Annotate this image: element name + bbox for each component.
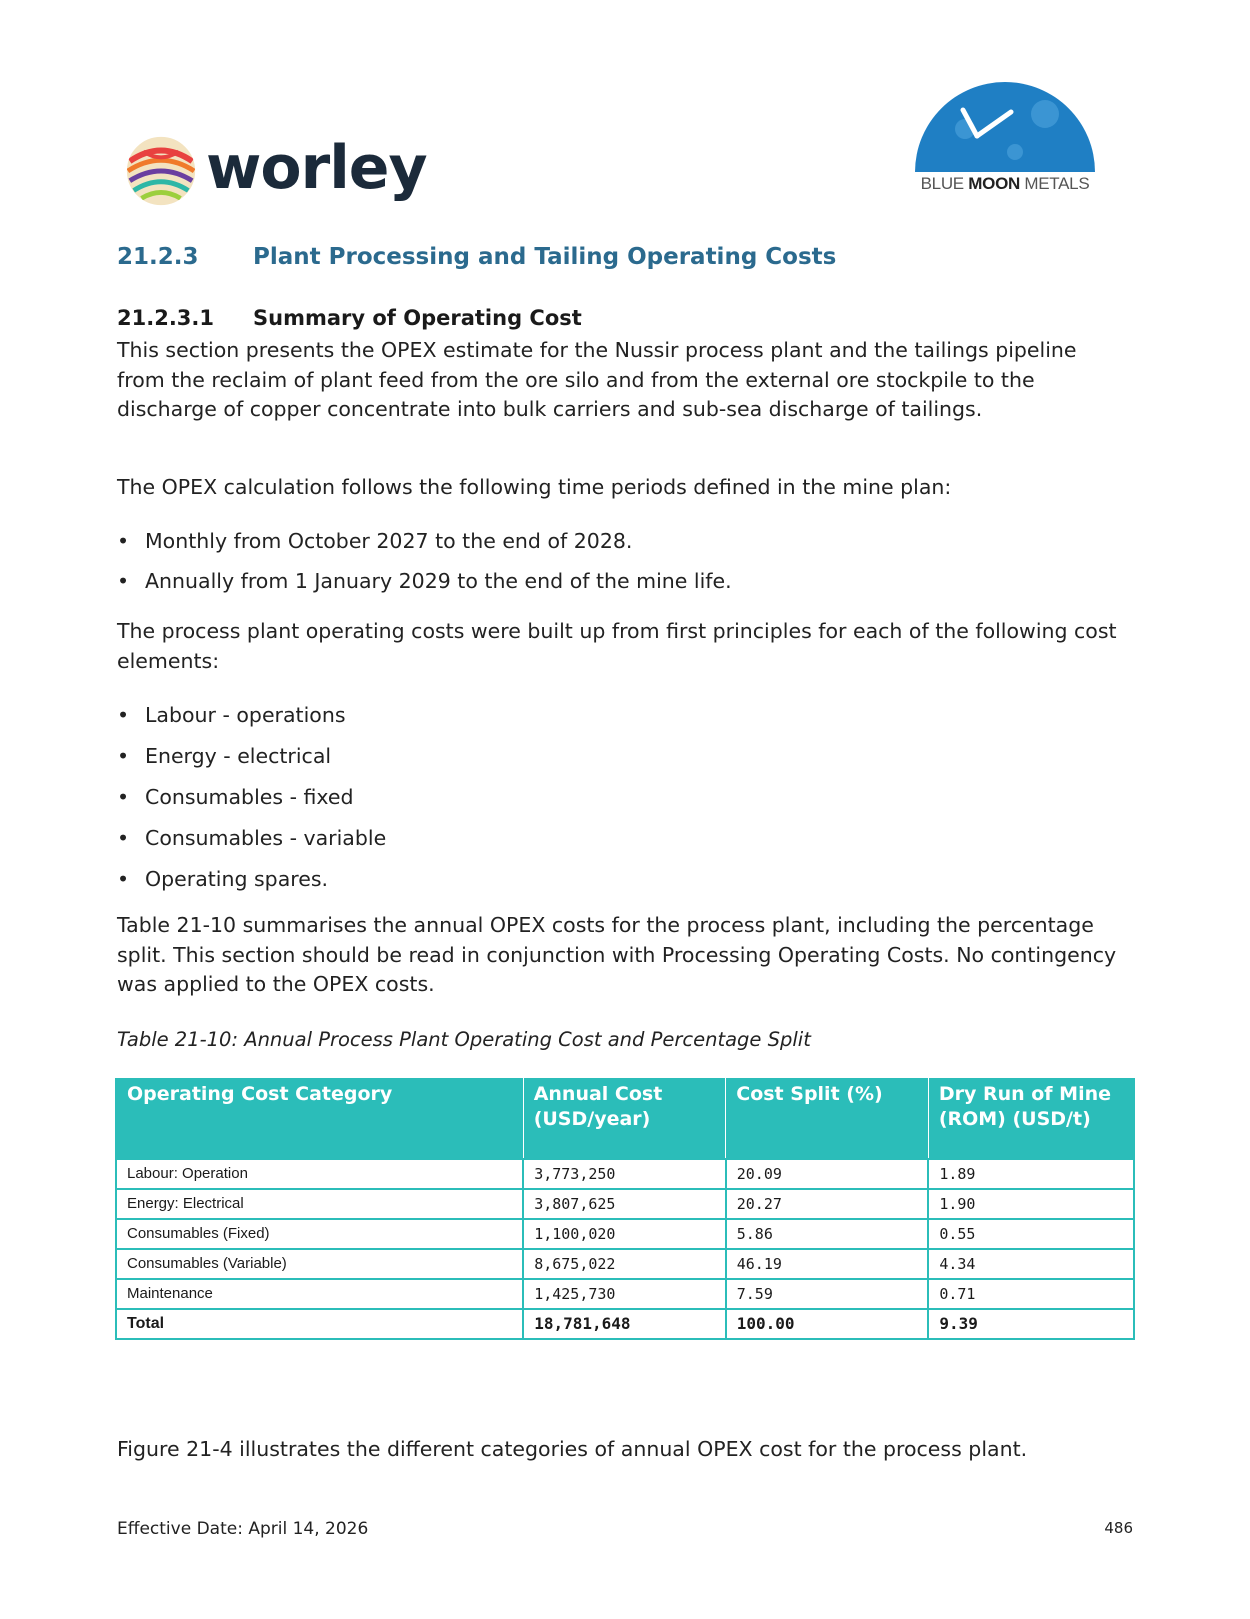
worley-wordmark: worley — [206, 133, 427, 203]
cell-cost-split: 20.27 — [726, 1189, 929, 1219]
table-row — [116, 1249, 1134, 1279]
cell-category: Consumables (Variable) — [116, 1249, 523, 1279]
time-periods-list — [117, 526, 732, 606]
cost-elements-list — [117, 700, 386, 905]
cell-annual-cost: 3,807,625 — [523, 1189, 726, 1219]
header-category: Operating Cost Category — [116, 1078, 523, 1159]
cell-annual-cost: 3,773,250 — [523, 1159, 726, 1189]
header-annual-cost: Annual Cost (USD/year) — [523, 1078, 726, 1159]
cell-total-cost-split: 100.00 — [726, 1309, 929, 1339]
table-row — [116, 1159, 1134, 1189]
table-intro-paragraph: Table 21-10 summarises the annual OPEX costs for the process plant, including the percentage split. This section should be read in conjunction with Processing Operating Costs. No contingency was applied to the OPEX costs. — [117, 913, 1117, 996]
closing-paragraph: Figure 21-4 illustrates the different categories of annual OPEX cost for the process plant. — [117, 1437, 1028, 1461]
cell-cost-split: 5.86 — [726, 1219, 929, 1249]
cell-cost-split: 46.19 — [726, 1249, 929, 1279]
section-number: 21.2.3 — [117, 244, 199, 270]
list-item: • Labour - operations — [117, 700, 386, 741]
cell-total-label: Total — [116, 1309, 523, 1339]
cell-cost-split: 20.09 — [726, 1159, 929, 1189]
cell-dry-rom: 1.89 — [928, 1159, 1134, 1189]
moon-icon — [905, 74, 1105, 174]
cell-cost-split: 7.59 — [726, 1279, 929, 1309]
cell-total-dry-rom: 9.39 — [928, 1309, 1134, 1339]
cell-category: Consumables (Fixed) — [116, 1219, 523, 1249]
cell-dry-rom: 0.71 — [928, 1279, 1134, 1309]
cell-annual-cost: 8,675,022 — [523, 1249, 726, 1279]
cell-annual-cost: 1,425,730 — [523, 1279, 726, 1309]
list-item: • Consumables - variable — [117, 823, 386, 864]
cell-category: Energy: Electrical — [116, 1189, 523, 1219]
table-header-row — [116, 1078, 1134, 1159]
table-row — [116, 1219, 1134, 1249]
table-total-row — [116, 1309, 1134, 1339]
subsection-heading — [117, 306, 582, 330]
cell-dry-rom: 1.90 — [928, 1189, 1134, 1219]
cell-total-annual-cost: 18,781,648 — [523, 1309, 726, 1339]
time-periods-intro: The OPEX calculation follows the following time periods defined in the mine plan: — [117, 475, 952, 499]
list-item: • Annually from 1 January 2029 to the end of the mine life. — [117, 566, 732, 606]
table-caption: Table 21-10: Annual Process Plant Operating Cost and Percentage Split — [117, 1028, 811, 1051]
cell-category: Labour: Operation — [116, 1159, 523, 1189]
table-row — [116, 1279, 1134, 1309]
opex-table — [115, 1078, 1135, 1340]
list-item: • Operating spares. — [117, 864, 386, 905]
list-item: • Consumables - fixed — [117, 782, 386, 823]
cost-elements-intro: The process plant operating costs were built up from first principles for each of the following cost elements: — [117, 619, 1117, 673]
list-item: • Monthly from October 2027 to the end of 2028. — [117, 526, 732, 566]
cell-category: Maintenance — [116, 1279, 523, 1309]
subsection-number: 21.2.3.1 — [117, 306, 214, 330]
header-cost-split: Cost Split (%) — [726, 1078, 929, 1159]
subsection-title: Summary of Operating Cost — [253, 306, 582, 330]
header-dry-rom: Dry Run of Mine (ROM) (USD/t) — [928, 1078, 1134, 1159]
worley-logo — [122, 128, 452, 218]
table-row — [116, 1189, 1134, 1219]
cell-annual-cost: 1,100,020 — [523, 1219, 726, 1249]
cell-dry-rom: 0.55 — [928, 1219, 1134, 1249]
section-title: Plant Processing and Tailing Operating Costs — [253, 244, 837, 270]
section-heading — [117, 244, 836, 270]
list-item: • Energy - electrical — [117, 741, 386, 782]
cell-dry-rom: 4.34 — [928, 1249, 1134, 1279]
page-number: 486 — [1104, 1519, 1133, 1537]
worley-globe-icon — [122, 132, 200, 210]
blue-moon-metals-logo — [905, 74, 1105, 204]
effective-date: Effective Date: April 14, 2026 — [117, 1519, 369, 1539]
intro-paragraph: This section presents the OPEX estimate for the Nussir process plant and the tailings pipeline from the reclaim of plant feed from the ore silo and from the external ore stockpile to the discharge of copper concentrate into bulk carriers and sub-sea discharge of tailings. — [117, 338, 1077, 421]
blue-moon-metals-wordmark: BLUE MOON METALS — [920, 174, 1090, 193]
